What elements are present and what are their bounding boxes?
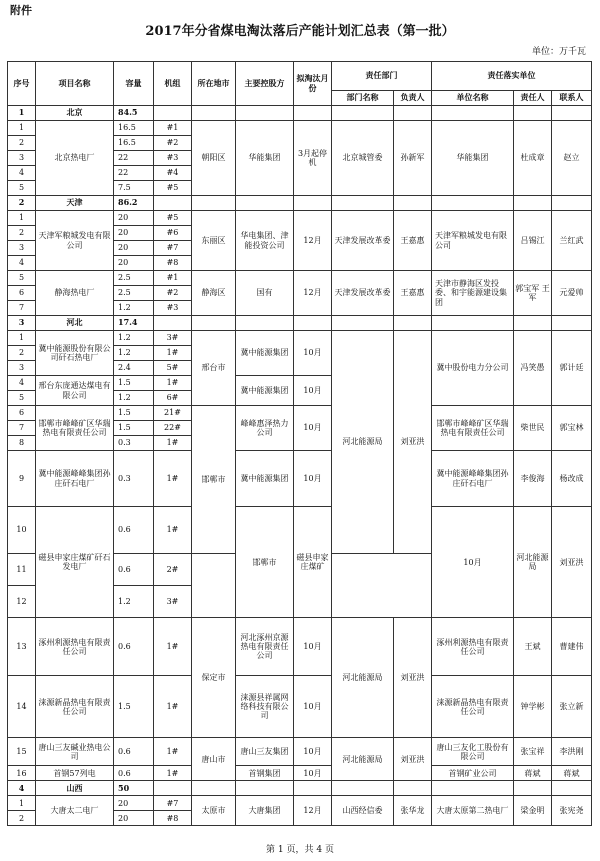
cell-holder: 磁县申家庄煤矿 bbox=[294, 507, 332, 618]
cell-seq: 5 bbox=[8, 271, 36, 286]
cell-contact: 郭宝林 bbox=[552, 406, 592, 451]
cell-unit-leader: 李俊海 bbox=[514, 451, 552, 507]
cell-capacity: 1.5 bbox=[114, 676, 154, 738]
cell-unit: 1# bbox=[154, 346, 192, 361]
cell-city: 邯郸市 bbox=[236, 507, 294, 618]
cell-dept: 河北能源局 bbox=[332, 738, 394, 781]
cell-seq: 1 bbox=[8, 121, 36, 136]
attachment-label: 附件 bbox=[10, 4, 32, 17]
cell-capacity: 0.6 bbox=[114, 618, 154, 676]
cell-capacity: 2.4 bbox=[114, 361, 154, 376]
cell-capacity: 0.3 bbox=[114, 451, 154, 507]
cell-seq: 3 bbox=[8, 316, 36, 331]
cell-dept-leader: 王嘉惠 bbox=[394, 211, 432, 271]
cell-unit: 1# bbox=[154, 738, 192, 766]
cell-seq: 6 bbox=[8, 286, 36, 301]
cell-unit: 1# bbox=[154, 451, 192, 507]
cell-unit: 2# bbox=[154, 554, 192, 586]
cell-capacity: 22 bbox=[114, 166, 154, 181]
table-row bbox=[8, 451, 592, 507]
cell-holder: 唐山三友集团 bbox=[236, 738, 294, 766]
table-row bbox=[8, 738, 592, 766]
cell-project: 涿州利源热电有限责任公司 bbox=[36, 618, 114, 676]
cell-capacity: 0.6 bbox=[114, 554, 154, 586]
cell-project: 北京热电厂 bbox=[36, 121, 114, 196]
cell-city: 邢台市 bbox=[192, 331, 236, 406]
cell-holder: 冀中能源集团 bbox=[236, 451, 294, 507]
cell-dept: 天津发展改革委 bbox=[332, 271, 394, 316]
cell-capacity: 1.2 bbox=[114, 586, 154, 618]
cell-seq: 8 bbox=[8, 436, 36, 451]
cell-dept-leader: 刘亚洪 bbox=[394, 618, 432, 738]
cell-holder: 冀中能源集团 bbox=[236, 331, 294, 376]
cell-capacity: 17.4 bbox=[114, 316, 154, 331]
cell-seq: 5 bbox=[8, 391, 36, 406]
cell-dept-leader: 张华龙 bbox=[394, 796, 432, 826]
cell-holder: 华能集团 bbox=[236, 121, 294, 196]
cell-unit-leader: 郭宝军 王军 bbox=[514, 271, 552, 316]
province-row bbox=[8, 106, 592, 121]
cell-unit-name: 天津市静海区发投委、和宇能源建设集团 bbox=[432, 271, 514, 316]
th-seq: 序号 bbox=[8, 62, 36, 106]
cell-unit-leader: 杜成章 bbox=[514, 121, 552, 196]
cell-unit-name: 华能集团 bbox=[432, 121, 514, 196]
th-unit: 机组 bbox=[154, 62, 192, 106]
cell-unit: 1# bbox=[154, 766, 192, 781]
table-row bbox=[8, 766, 592, 781]
cell-unit: #4 bbox=[154, 166, 192, 181]
cell-month: 10月 bbox=[294, 451, 332, 507]
cell-seq: 2 bbox=[8, 346, 36, 361]
cell-province: 天津 bbox=[36, 196, 114, 211]
cell-seq: 5 bbox=[8, 181, 36, 196]
cell-capacity: 16.5 bbox=[114, 121, 154, 136]
table-row bbox=[8, 121, 592, 136]
cell-unit-name: 唐山三友化工股份有限公司 bbox=[432, 738, 514, 766]
cell-unit: #2 bbox=[154, 286, 192, 301]
cell-project: 大唐太二电厂 bbox=[36, 796, 114, 826]
cell-unit-leader: 吕锡江 bbox=[514, 211, 552, 271]
cell-capacity: 1.5 bbox=[114, 406, 154, 421]
cell-project: 冀中能源股份有限公司矸石热电厂 bbox=[36, 331, 114, 376]
th-holder: 主要控股方 bbox=[236, 62, 294, 106]
table-row bbox=[8, 331, 592, 346]
cell-unit-leader: 钟学彬 bbox=[514, 676, 552, 738]
cell-seq: 2 bbox=[8, 811, 36, 826]
cell-unit-name: 涿州利源热电有限责任公司 bbox=[432, 618, 514, 676]
cell-capacity: 1.2 bbox=[114, 391, 154, 406]
cell-dept-leader: 刘亚洪 bbox=[394, 331, 432, 554]
cell-province: 河北 bbox=[36, 316, 114, 331]
cell-seq: 2 bbox=[8, 196, 36, 211]
cell-capacity: 16.5 bbox=[114, 136, 154, 151]
cell-unit: 21# bbox=[154, 406, 192, 421]
cell-seq: 16 bbox=[8, 766, 36, 781]
cell-seq: 15 bbox=[8, 738, 36, 766]
cell-capacity: 50 bbox=[114, 781, 154, 796]
cell-project: 涞源新晶热电有限责任公司 bbox=[36, 676, 114, 738]
th-capacity: 容量 bbox=[114, 62, 154, 106]
cell-city: 唐山市 bbox=[192, 738, 236, 781]
cell-unit: 6# bbox=[154, 391, 192, 406]
cell-capacity: 20 bbox=[114, 241, 154, 256]
cell-seq: 12 bbox=[8, 586, 36, 618]
cell-seq: 4 bbox=[8, 376, 36, 391]
cell-seq: 1 bbox=[8, 211, 36, 226]
cell-seq: 11 bbox=[8, 554, 36, 586]
table-row bbox=[8, 676, 592, 738]
th-unit-name: 单位名称 bbox=[432, 91, 514, 106]
cell-holder: 峰峰惠泽热力公司 bbox=[236, 406, 294, 451]
cell-province: 山西 bbox=[36, 781, 114, 796]
cell-seq: 2 bbox=[8, 226, 36, 241]
cell-month: 10月 bbox=[294, 406, 332, 451]
cell-capacity: 1.2 bbox=[114, 301, 154, 316]
cell-unit: #5 bbox=[154, 181, 192, 196]
cell-seq: 7 bbox=[8, 301, 36, 316]
province-row bbox=[8, 196, 592, 211]
province-row bbox=[8, 316, 592, 331]
cell-unit: 22# bbox=[154, 421, 192, 436]
cell-capacity: 2.5 bbox=[114, 286, 154, 301]
cell-dept-leader: 王嘉惠 bbox=[394, 271, 432, 316]
cell-seq: 4 bbox=[8, 256, 36, 271]
cell-unit: 3# bbox=[154, 586, 192, 618]
th-dept-name: 部门名称 bbox=[332, 91, 394, 106]
cell-seq: 4 bbox=[8, 166, 36, 181]
cell-dept: 北京城管委 bbox=[332, 121, 394, 196]
table-row bbox=[8, 618, 592, 676]
table-row bbox=[8, 211, 592, 226]
cell-project: 首钢57列电 bbox=[36, 766, 114, 781]
cell-holder: 大唐集团 bbox=[236, 796, 294, 826]
th-contact: 联系人 bbox=[552, 91, 592, 106]
th-month: 拟淘汰月份 bbox=[294, 62, 332, 106]
cell-capacity: 1.2 bbox=[114, 346, 154, 361]
cell-project: 唐山三友碱业热电公司 bbox=[36, 738, 114, 766]
cell-unit-leader: 张宝祥 bbox=[514, 738, 552, 766]
th-unit-group: 责任落实单位 bbox=[432, 62, 592, 91]
cell-dept: 天津发展改革委 bbox=[332, 211, 394, 271]
th-dept-leader: 负责人 bbox=[394, 91, 432, 106]
cell-capacity: 0.6 bbox=[114, 507, 154, 554]
cell-seq: 1 bbox=[8, 331, 36, 346]
cell-project: 磁县申家庄煤矿矸石发电厂 bbox=[36, 507, 114, 618]
cell-unit-name: 冀中股份电力分公司 bbox=[432, 331, 514, 406]
province-row bbox=[8, 781, 592, 796]
cell-holder: 河北涿州京源热电有限责任公司 bbox=[236, 618, 294, 676]
cell-unit: #7 bbox=[154, 241, 192, 256]
cell-holder: 首钢集团 bbox=[236, 766, 294, 781]
cell-seq: 13 bbox=[8, 618, 36, 676]
cell-seq: 2 bbox=[8, 136, 36, 151]
cell-city: 静海区 bbox=[192, 271, 236, 316]
cell-contact: 赵立 bbox=[552, 121, 592, 196]
cell-holder: 华电集团、津能投资公司 bbox=[236, 211, 294, 271]
cell-contact: 兰红武 bbox=[552, 211, 592, 271]
table-row bbox=[8, 406, 592, 421]
cell-unit-leader: 王斌 bbox=[514, 618, 552, 676]
cell-dept: 山西经信委 bbox=[332, 796, 394, 826]
cell-capacity: 2.5 bbox=[114, 271, 154, 286]
cell-unit-leader: 蒋斌 bbox=[514, 766, 552, 781]
cell-unit-name: 天津军粮城发电有限公司 bbox=[432, 211, 514, 271]
table-row bbox=[8, 507, 592, 554]
cell-holder: 国有 bbox=[236, 271, 294, 316]
cell-month: 12月 bbox=[294, 211, 332, 271]
cell-unit: #3 bbox=[154, 151, 192, 166]
cell-capacity: 20 bbox=[114, 811, 154, 826]
cell-contact: 杨改成 bbox=[552, 451, 592, 507]
cell-seq: 3 bbox=[8, 241, 36, 256]
unit-note: 单位：万千瓦 bbox=[531, 47, 586, 57]
cell-capacity: 1.2 bbox=[114, 331, 154, 346]
cell-capacity: 20 bbox=[114, 256, 154, 271]
cell-city: 太原市 bbox=[192, 796, 236, 826]
cell-seq: 3 bbox=[8, 151, 36, 166]
cell-month: 10月 bbox=[294, 618, 332, 676]
table-row bbox=[8, 796, 592, 811]
cell-unit: 1# bbox=[154, 507, 192, 554]
cell-project: 天津军粮城发电有限公司 bbox=[36, 211, 114, 271]
cell-unit: #8 bbox=[154, 256, 192, 271]
cell-capacity: 0.6 bbox=[114, 766, 154, 781]
cell-month: 10月 bbox=[294, 376, 332, 406]
cell-holder: 涞源县祥属网络科技有限公司 bbox=[236, 676, 294, 738]
cell-capacity: 84.5 bbox=[114, 106, 154, 121]
cell-project: 冀中能源峰峰集团孙庄矸石电厂 bbox=[36, 451, 114, 507]
cell-capacity: 0.3 bbox=[114, 436, 154, 451]
cell-unit: 1# bbox=[154, 436, 192, 451]
cell-seq: 3 bbox=[8, 361, 36, 376]
cell-seq: 7 bbox=[8, 421, 36, 436]
th-unit-leader: 责任人 bbox=[514, 91, 552, 106]
cell-month: 12月 bbox=[294, 271, 332, 316]
cell-capacity: 0.6 bbox=[114, 738, 154, 766]
cell-city: 保定市 bbox=[192, 618, 236, 738]
cell-unit: #5 bbox=[154, 211, 192, 226]
cell-contact: 郭计廷 bbox=[552, 331, 592, 406]
cell-capacity: 20 bbox=[114, 796, 154, 811]
th-project: 项目名称 bbox=[36, 62, 114, 106]
th-dept-group: 责任部门 bbox=[332, 62, 432, 91]
cell-month: 10月 bbox=[294, 676, 332, 738]
cell-month: 12月 bbox=[294, 796, 332, 826]
cell-contact: 蒋斌 bbox=[552, 766, 592, 781]
cell-seq: 6 bbox=[8, 406, 36, 421]
cell-month: 10月 bbox=[294, 738, 332, 766]
cell-unit: #2 bbox=[154, 136, 192, 151]
page-title: 2017年分省煤电淘汰落后产能计划汇总表（第一批） bbox=[145, 24, 455, 39]
cell-contact: 张立新 bbox=[552, 676, 592, 738]
cell-unit: #7 bbox=[154, 796, 192, 811]
cell-capacity: 20 bbox=[114, 211, 154, 226]
cell-seq: 1 bbox=[8, 796, 36, 811]
cell-province: 北京 bbox=[36, 106, 114, 121]
cell-seq: 4 bbox=[8, 781, 36, 796]
cell-unit: 5# bbox=[154, 361, 192, 376]
cell-city: 东丽区 bbox=[192, 211, 236, 271]
cell-seq: 14 bbox=[8, 676, 36, 738]
cell-unit: 1# bbox=[154, 676, 192, 738]
cell-holder: 冀中能源集团 bbox=[236, 376, 294, 406]
cell-unit-leader: 梁金明 bbox=[514, 796, 552, 826]
cell-capacity: 20 bbox=[114, 226, 154, 241]
cell-month: 10月 bbox=[432, 507, 514, 618]
cell-unit: 3# bbox=[154, 331, 192, 346]
cell-unit: #1 bbox=[154, 271, 192, 286]
cell-capacity: 1.5 bbox=[114, 376, 154, 391]
cell-unit: 1# bbox=[154, 618, 192, 676]
cell-contact: 元爱帅 bbox=[552, 271, 592, 316]
cell-seq: 9 bbox=[8, 451, 36, 507]
cell-project: 邯郸市峰峰矿区华瑞热电有限责任公司 bbox=[36, 406, 114, 451]
cell-capacity: 22 bbox=[114, 151, 154, 166]
cell-unit-name: 邯郸市峰峰矿区华瑞热电有限责任公司 bbox=[432, 406, 514, 451]
cell-unit-name: 首钢矿业公司 bbox=[432, 766, 514, 781]
cell-unit-leader: 冯笑愚 bbox=[514, 331, 552, 406]
cell-month: 10月 bbox=[294, 766, 332, 781]
cell-dept-leader: 孙新军 bbox=[394, 121, 432, 196]
cell-month: 10月 bbox=[294, 331, 332, 376]
cell-dept-leader: 刘亚洪 bbox=[394, 738, 432, 781]
table-row bbox=[8, 271, 592, 286]
cell-city: 朝阳区 bbox=[192, 121, 236, 196]
cell-project: 邢台东庞通达煤电有限公司 bbox=[36, 376, 114, 406]
cell-capacity: 7.5 bbox=[114, 181, 154, 196]
cell-unit: #3 bbox=[154, 301, 192, 316]
cell-unit-name: 涞源新晶热电有限责任公司 bbox=[432, 676, 514, 738]
cell-city: 邯郸市 bbox=[192, 406, 236, 554]
cell-unit-leader: 柴世民 bbox=[514, 406, 552, 451]
cell-unit: #1 bbox=[154, 121, 192, 136]
cell-contact: 曹建伟 bbox=[552, 618, 592, 676]
cell-dept: 河北能源局 bbox=[332, 618, 394, 738]
cell-project: 静海热电厂 bbox=[36, 271, 114, 316]
cell-contact: 张宪尧 bbox=[552, 796, 592, 826]
cell-unit-name: 大唐太原第二热电厂 bbox=[432, 796, 514, 826]
cell-unit: 1# bbox=[154, 376, 192, 391]
cell-unit-name: 冀中能源峰峰集团孙庄矸石电厂 bbox=[432, 451, 514, 507]
cell-dept: 河北能源局 bbox=[332, 331, 394, 554]
cell-dept: 河北能源局 bbox=[514, 507, 552, 618]
cell-seq: 10 bbox=[8, 507, 36, 554]
cell-capacity: 1.5 bbox=[114, 421, 154, 436]
cell-dept-leader: 刘亚洪 bbox=[552, 507, 592, 618]
cell-unit: #8 bbox=[154, 811, 192, 826]
cell-seq: 1 bbox=[8, 106, 36, 121]
cell-contact: 李洪刚 bbox=[552, 738, 592, 766]
th-city: 所在地市 bbox=[192, 62, 236, 106]
page-footer: 第 1 页，共 4 页 bbox=[266, 845, 334, 855]
cell-month: 3月起停机 bbox=[294, 121, 332, 196]
cell-capacity: 86.2 bbox=[114, 196, 154, 211]
capacity-table bbox=[7, 61, 592, 826]
cell-unit: #6 bbox=[154, 226, 192, 241]
